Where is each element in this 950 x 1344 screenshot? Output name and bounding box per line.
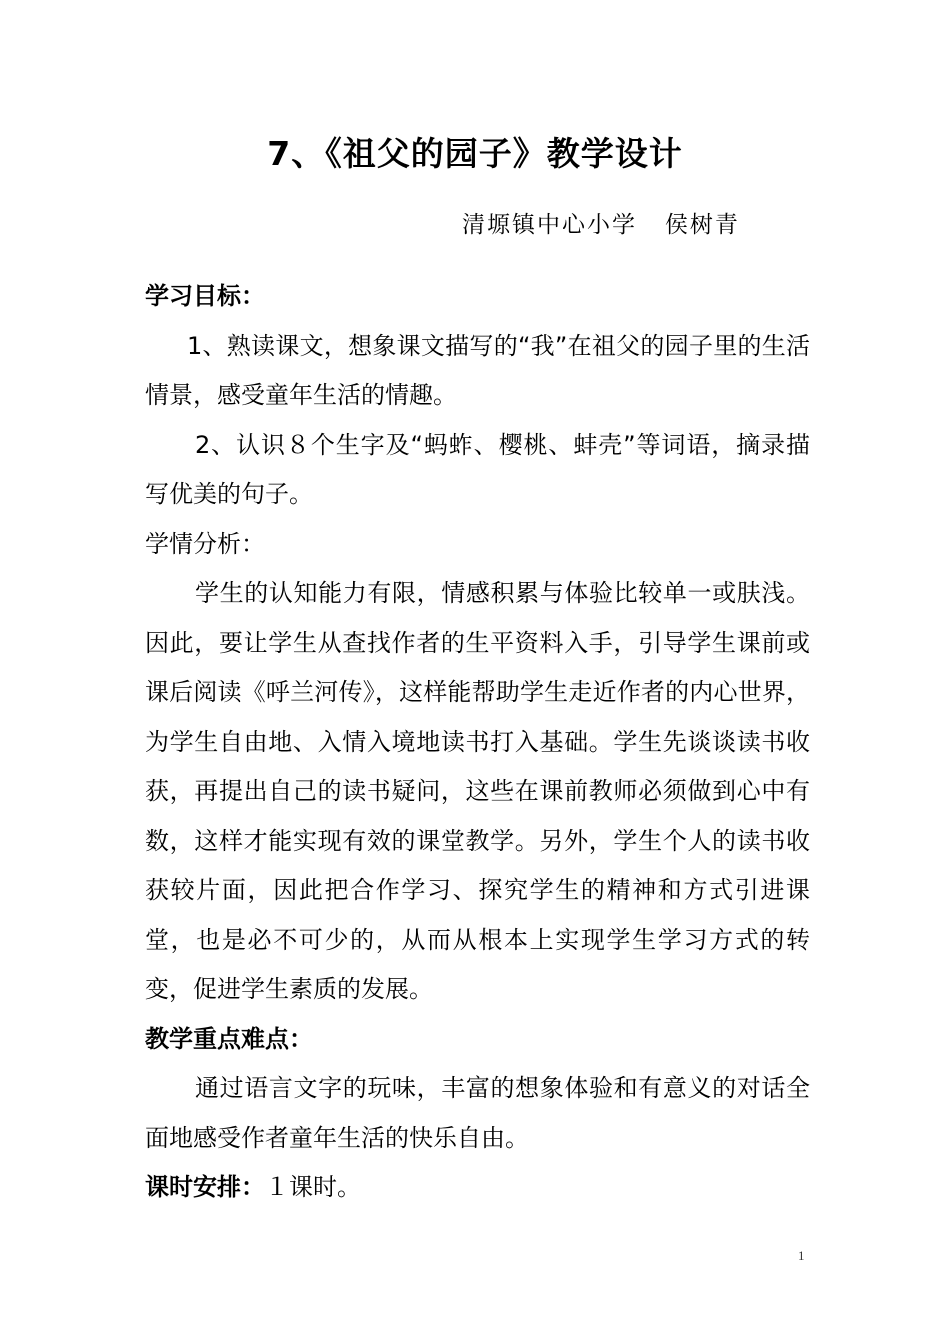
schedule-line — [145, 1163, 810, 1213]
author-line: 清塬镇中心小学 侯树青 — [462, 212, 740, 238]
schedule-heading: 课时安排： — [145, 1173, 265, 1201]
document-title: 7、《祖父的园子》教学设计 — [267, 134, 683, 173]
objectives-heading: 学习目标： — [145, 282, 265, 310]
objective-item-2: 2、认识８个生字及“蚂蚱、樱桃、蚌壳”等词语，摘录描写优美的句子。 — [145, 430, 810, 508]
page-number: 1 — [798, 1248, 805, 1263]
objective-item-1: 1、熟读课文，想象课文描写的“我”在祖父的园子里的生活情景，感受童年生活的情趣。 — [145, 331, 810, 409]
document-body — [145, 272, 810, 1213]
key-points-paragraph: 通过语言文字的玩味，丰富的想象体验和有意义的对话全面地感受作者童年生活的快乐自由。 — [145, 1074, 810, 1152]
schedule-value: １课时。 — [265, 1173, 361, 1201]
analysis-heading: 学情分析： — [145, 529, 265, 558]
analysis-paragraph: 学生的认知能力有限，情感积累与体验比较单一或肤浅。因此，要让学生从查找作者的生平资料入手，引导学生课前或课后阅读《呼兰河传》，这样能帮助学生走近作者的内心世界，为学生自由地、入情入境地读书打入基础。学生先谈谈读书收获，再提出自己的读书疑问，这些在课前教师必须做到心中有数，这样才能实现有效的课堂教学。另外，学生个人的读书收获较片面，因此把合作学习、探究学生的精神和方式引进课堂，也是必不可少的，从而从根本上实现学生学习方式的转变，促进学生素质的发展。 — [145, 579, 810, 1003]
key-points-heading: 教学重点难点： — [145, 1024, 313, 1053]
